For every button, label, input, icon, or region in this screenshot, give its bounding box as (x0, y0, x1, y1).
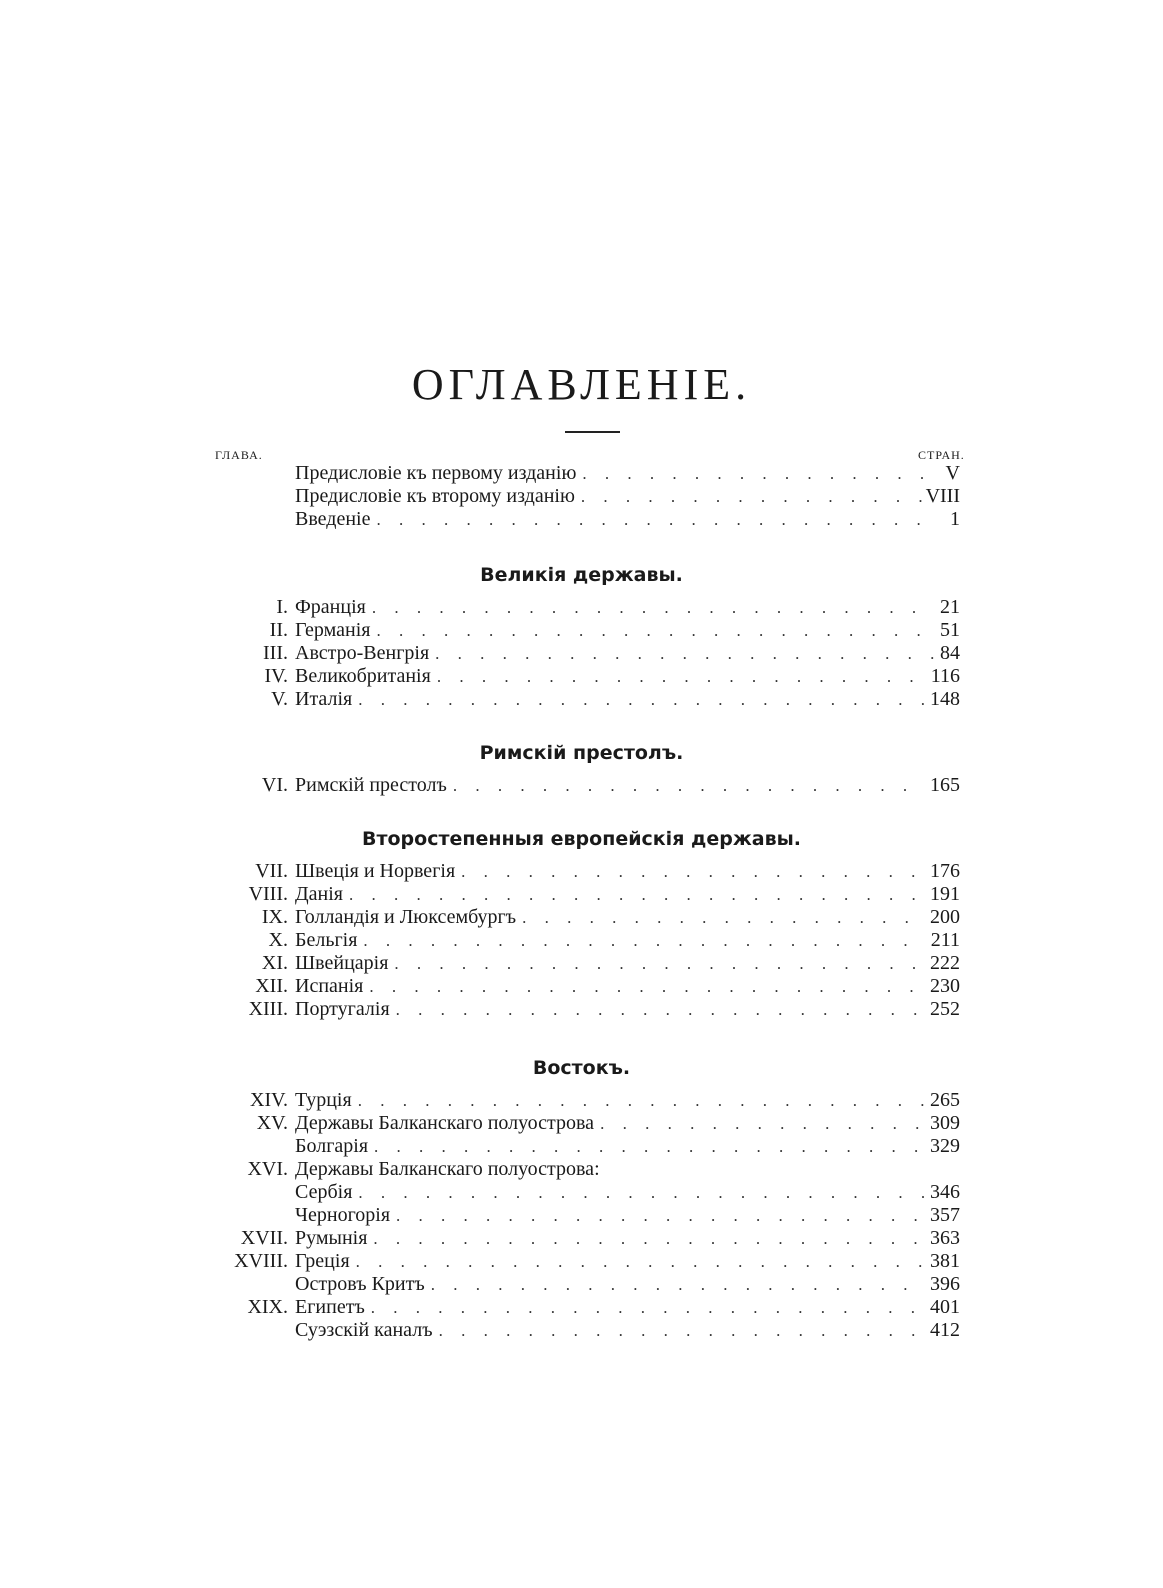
entry-title: Великобританія (295, 665, 431, 687)
chapter-number: V. (271, 688, 288, 710)
section-heading: Великія державы. (480, 564, 683, 586)
toc-entry (0, 1273, 1163, 1296)
entry-title: Введеніе (295, 508, 371, 530)
entry-title: Португалія (295, 998, 390, 1020)
toc-entry (0, 642, 1163, 665)
page-number: 396 (930, 1273, 960, 1295)
chapter-number: IV. (264, 665, 288, 687)
entry-title: Болгарія (295, 1135, 369, 1157)
dot-leader (435, 642, 934, 665)
entry-title: Австро-Венгрія (295, 642, 430, 664)
entry-title: Швейцарія (295, 952, 389, 974)
page-number: 222 (930, 952, 960, 974)
page-number: 1 (950, 508, 960, 530)
entry-title: Италія (295, 688, 353, 710)
toc-entry (0, 688, 1163, 711)
entry-title: Предисловіе къ второму изданію (295, 485, 575, 507)
dot-leader (373, 1227, 926, 1250)
dot-leader (394, 952, 926, 975)
entry-title: Испанія (295, 975, 364, 997)
toc-entry (0, 1135, 1163, 1158)
entry-title: Германія (295, 619, 371, 641)
section-heading: Востокъ. (532, 1057, 631, 1079)
chapter-number: VI. (261, 774, 288, 796)
chapter-number: XV. (256, 1112, 288, 1134)
dot-leader (582, 462, 934, 485)
toc-entry (0, 508, 1163, 531)
entry-title: Греція (295, 1250, 350, 1272)
toc-entry (0, 485, 1163, 508)
page-number: 148 (930, 688, 960, 710)
chapter-number: IX. (261, 906, 288, 928)
page-number: 309 (930, 1112, 960, 1134)
entry-title: Черногорія (295, 1204, 391, 1226)
preface-block (0, 462, 1163, 531)
toc-entry (0, 1227, 1163, 1250)
page-number: 346 (930, 1181, 960, 1203)
page-title: ОГЛАВЛЕНІЕ. (411, 360, 752, 409)
page-number: 84 (940, 642, 960, 664)
page-number: 363 (930, 1227, 960, 1249)
entry-title: Франція (295, 596, 366, 618)
entry-title: Сербія (295, 1181, 353, 1203)
chapter-number: III. (263, 642, 288, 664)
toc-entry (0, 462, 1163, 485)
dot-leader (396, 998, 926, 1021)
title-divider (565, 431, 620, 433)
toc-entry (0, 952, 1163, 975)
entry-title: Суэзскій каналъ (295, 1319, 433, 1341)
section-east (0, 1055, 1163, 1342)
toc-entry (0, 774, 1163, 797)
entry-title: Данія (295, 883, 343, 905)
chapter-number: VII. (255, 860, 288, 882)
page-number: 265 (930, 1089, 960, 1111)
chapter-number: XIV. (250, 1089, 288, 1111)
dot-leader (349, 883, 926, 906)
entry-title: Державы Балканскаго полуострова: (295, 1158, 600, 1180)
chapter-number: X. (268, 929, 288, 951)
dot-leader (437, 665, 927, 688)
dot-leader (600, 1112, 926, 1135)
page-number: 329 (930, 1135, 960, 1157)
chapter-number: XVII. (240, 1227, 288, 1249)
entry-title: Швеція и Норвегія (295, 860, 456, 882)
dot-leader (363, 929, 926, 952)
page-number: 116 (930, 665, 960, 687)
chapter-number: XIII. (248, 998, 288, 1020)
entry-title: Египетъ (295, 1296, 365, 1318)
chapter-number: XII. (255, 975, 288, 997)
entry-title: Предисловіе къ первому изданію (295, 462, 577, 484)
section-heading: Второстепенныя европейскія державы. (362, 828, 801, 850)
toc-entry (0, 929, 1163, 952)
page-number: 412 (930, 1319, 960, 1341)
dot-leader (369, 975, 926, 998)
page-number: 211 (930, 929, 960, 951)
toc-entry (0, 975, 1163, 998)
column-label-page: СТРАН. (918, 448, 965, 462)
toc-entry (0, 1204, 1163, 1227)
page-number: 21 (940, 596, 960, 618)
dot-leader (522, 906, 926, 929)
chapter-number: VIII. (248, 883, 288, 905)
page-number: 381 (930, 1250, 960, 1272)
section-roman-throne (0, 740, 1163, 797)
section-heading: Римскій престолъ. (479, 742, 684, 764)
dot-leader (358, 688, 926, 711)
toc-entry (0, 883, 1163, 906)
entry-title: Голландія и Люксембургъ (295, 906, 517, 928)
dot-leader (376, 508, 934, 531)
page-number: 191 (930, 883, 960, 905)
dot-leader (431, 1273, 926, 1296)
page-number: 230 (930, 975, 960, 997)
page-number: 401 (930, 1296, 960, 1318)
toc-entry (0, 619, 1163, 642)
toc-entry (0, 1089, 1163, 1112)
column-label-chapter: ГЛАВА. (215, 448, 263, 462)
toc-entry (0, 1319, 1163, 1342)
page-number: 252 (930, 998, 960, 1020)
dot-leader (439, 1319, 926, 1342)
page-number: 51 (940, 619, 960, 641)
page-number: VIII (925, 485, 960, 507)
entry-title: Островъ Критъ (295, 1273, 425, 1295)
entry-title: Бельгія (295, 929, 358, 951)
toc-entry (0, 1181, 1163, 1204)
dot-leader (356, 1250, 926, 1273)
entry-title: Римскій престолъ (295, 774, 447, 796)
page-number: 165 (930, 774, 960, 796)
dot-leader (396, 1204, 926, 1227)
page-number: 357 (930, 1204, 960, 1226)
chapter-number: XVI. (247, 1158, 288, 1180)
dot-leader (374, 1135, 926, 1158)
entry-title: Державы Балканскаго полуострова (295, 1112, 595, 1134)
dot-leader (453, 774, 926, 797)
chapter-number: XI. (261, 952, 288, 974)
dot-leader (371, 1296, 926, 1319)
toc-entry (0, 1250, 1163, 1273)
chapter-number: XIX. (247, 1296, 288, 1318)
page-number: 176 (930, 860, 960, 882)
page-number: 200 (930, 906, 960, 928)
toc-entry (0, 1296, 1163, 1319)
toc-entry (0, 596, 1163, 619)
toc-entry (0, 998, 1163, 1021)
chapter-number: XVIII. (234, 1250, 288, 1272)
toc-entry (0, 860, 1163, 883)
entry-title: Румынія (295, 1227, 368, 1249)
section-secondary-powers (0, 826, 1163, 1021)
toc-entry (0, 665, 1163, 688)
toc-entry (0, 906, 1163, 929)
dot-leader (372, 596, 934, 619)
chapter-number: II. (269, 619, 288, 641)
toc-entry (0, 1158, 1163, 1181)
entry-title: Турція (295, 1089, 352, 1111)
page-number: V (945, 462, 960, 484)
dot-leader (376, 619, 934, 642)
toc-entry (0, 1112, 1163, 1135)
dot-leader (581, 485, 922, 508)
dot-leader (461, 860, 926, 883)
dot-leader (358, 1089, 926, 1112)
dot-leader (358, 1181, 926, 1204)
chapter-number: I. (276, 596, 288, 618)
section-great-powers (0, 562, 1163, 711)
